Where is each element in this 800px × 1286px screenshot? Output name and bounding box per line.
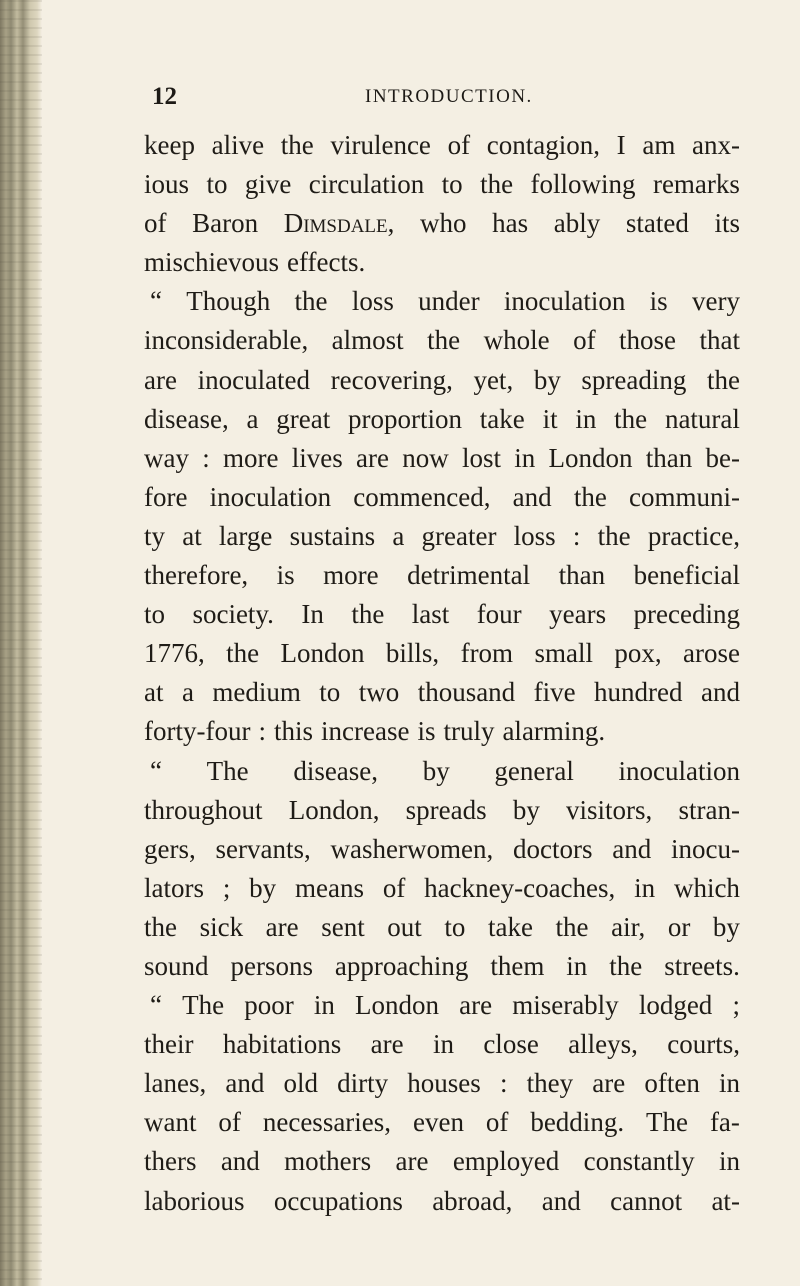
text-line: throughout London, spreads by visitors, stran- [144, 794, 740, 825]
running-head: INTRODUCTION. [365, 86, 533, 107]
page-header [0, 80, 800, 114]
text-line: laborious occupations abroad, and cannot at- [144, 1185, 740, 1216]
text-line: therefore, is more detrimental than beneficial [144, 560, 740, 591]
text-line: the sick are sent out to take the air, or by [144, 911, 740, 942]
text-line: keep alive the virulence of contagion, I am anx- [144, 130, 740, 160]
text-line: ious to give circulation to the following remarks [144, 169, 740, 200]
text-line: their habitations are in close alleys, courts, [144, 1029, 740, 1060]
text-line: forty-four : this increase is truly alarming. [144, 716, 606, 747]
text-line: “ The disease, by general inoculation [150, 755, 740, 786]
text-line: inconsiderable, almost the whole of those that [144, 325, 740, 356]
text-line: sound persons approaching them in the streets. [144, 950, 740, 981]
text-line: lators ; by means of hackney-coaches, in which [144, 872, 740, 903]
text-line: at a medium to two thousand five hundred and [144, 677, 740, 708]
text-line: 1776, the London bills, from small pox, arose [144, 638, 740, 669]
page-edges [0, 0, 42, 1286]
text-line: thers and mothers are employed constantly in [144, 1146, 740, 1177]
text-line: “ Though the loss under inoculation is very [150, 286, 740, 317]
text-line: “ The poor in London are miserably lodged ; [150, 990, 740, 1021]
text-line: are inoculated recovering, yet, by spreading the [144, 364, 740, 395]
text-line: way : more lives are now lost in London than be- [144, 442, 740, 473]
text-line: fore inoculation commenced, and the communi- [144, 481, 740, 512]
text-line: of Baron Dimsdale, who has ably stated its [144, 208, 740, 239]
text-line: lanes, and old dirty houses : they are often in [144, 1068, 740, 1099]
text-line: ty at large sustains a greater loss : the practice, [144, 520, 740, 551]
page-number: 12 [152, 83, 177, 110]
text-line: gers, servants, washerwomen, doctors and inocu- [144, 833, 740, 864]
text-line: mischievous effects. [144, 247, 366, 278]
text-line: to society. In the last four years preceding [144, 599, 740, 630]
text-line: disease, a great proportion take it in the natural [144, 403, 740, 434]
text-line: want of necessaries, even of bedding. The fa- [144, 1107, 740, 1138]
body-text [144, 126, 740, 1221]
